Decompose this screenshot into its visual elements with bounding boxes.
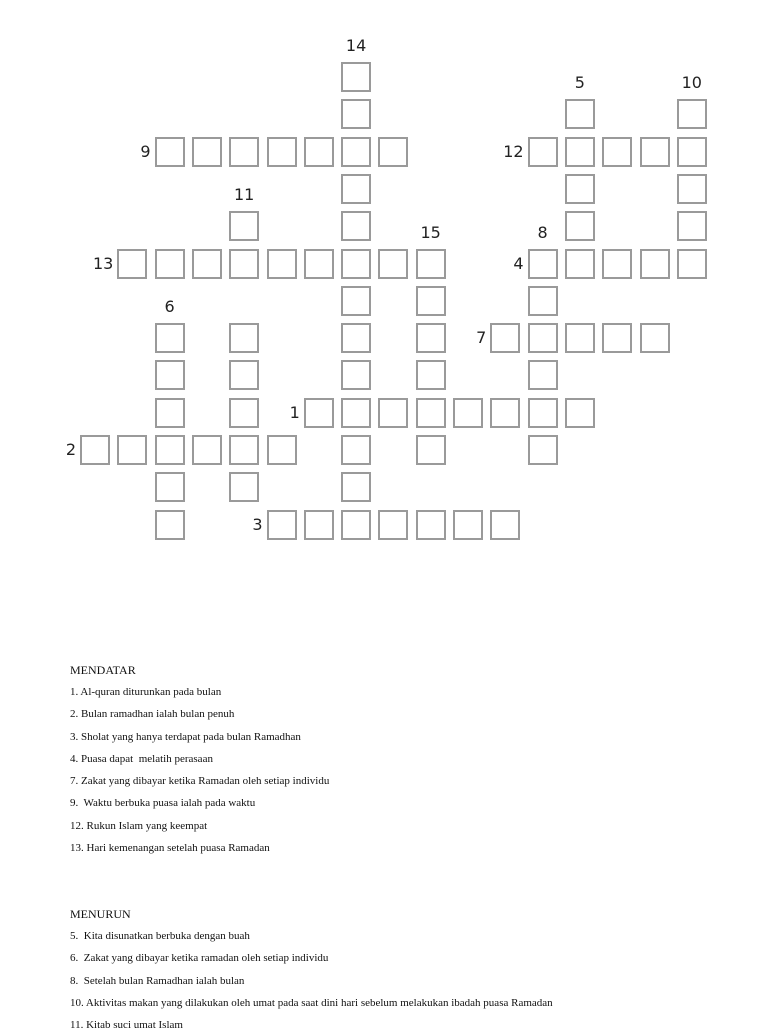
crossword-cell[interactable] — [304, 249, 334, 279]
crossword-cell[interactable] — [528, 360, 558, 390]
crossword-cell[interactable] — [155, 249, 185, 279]
crossword-cell[interactable] — [304, 398, 334, 428]
clue-line: 8. Setelah bulan Ramadhan ialah bulan — [70, 974, 245, 987]
crossword-cell[interactable] — [341, 211, 371, 241]
crossword-cell[interactable] — [341, 62, 371, 92]
crossword-cell[interactable] — [341, 323, 371, 353]
crossword-cell[interactable] — [565, 174, 595, 204]
crossword-cell[interactable] — [528, 323, 558, 353]
crossword-cell[interactable] — [528, 286, 558, 316]
crossword-cell[interactable] — [117, 249, 147, 279]
crossword-cell[interactable] — [677, 99, 707, 129]
crossword-cell[interactable] — [490, 398, 520, 428]
clue-line: 2. Bulan ramadhan ialah bulan penuh — [70, 708, 235, 721]
crossword-cell[interactable] — [229, 323, 259, 353]
mendatar-section — [70, 659, 710, 859]
crossword-cell[interactable] — [453, 510, 483, 540]
clue-number: 4 — [513, 253, 524, 273]
clue-line: 10. Aktivitas makan yang dilakukan oleh umat pada saat dini hari sebelum melakukan ibadah puasa Ramadan — [70, 996, 553, 1009]
mendatar-clue-list — [70, 681, 710, 859]
crossword-cell[interactable] — [267, 249, 297, 279]
crossword-cell[interactable] — [528, 435, 558, 465]
crossword-cell[interactable] — [192, 137, 222, 167]
crossword-cell[interactable] — [416, 398, 446, 428]
crossword-cell[interactable] — [378, 249, 408, 279]
mendatar-heading: MENDATAR — [70, 663, 136, 677]
crossword-cell[interactable] — [304, 137, 334, 167]
clue-line: 3. Sholat yang hanya terdapat pada bulan Ramadhan — [70, 730, 301, 743]
crossword-cell[interactable] — [602, 323, 632, 353]
clue-number: 15 — [420, 222, 441, 242]
crossword-cell[interactable] — [565, 99, 595, 129]
crossword-cell[interactable] — [341, 249, 371, 279]
crossword-cell[interactable] — [640, 137, 670, 167]
crossword-cell[interactable] — [155, 323, 185, 353]
menurun-heading: MENURUN — [70, 907, 131, 921]
crossword-cell[interactable] — [192, 249, 222, 279]
clue-number: 11 — [234, 185, 255, 205]
clue-number: 12 — [503, 141, 524, 161]
clue-number: 14 — [345, 36, 367, 55]
crossword-cell[interactable] — [640, 323, 670, 353]
clue-number: 1 — [289, 402, 300, 422]
crossword-cell[interactable] — [117, 435, 147, 465]
clue-line: 9. Waktu berbuka puasa ialah pada waktu — [70, 797, 256, 810]
crossword-cell[interactable] — [677, 174, 707, 204]
crossword-cell[interactable] — [155, 398, 185, 428]
crossword-cell[interactable] — [416, 510, 446, 540]
crossword-cell[interactable] — [192, 435, 222, 465]
crossword-cell[interactable] — [229, 211, 259, 241]
crossword-cell[interactable] — [341, 472, 371, 502]
clue-line: 13. Hari kemenangan setelah puasa Ramadan — [70, 842, 270, 855]
crossword-cell[interactable] — [341, 360, 371, 390]
crossword-cell[interactable] — [229, 472, 259, 502]
crossword-cell[interactable] — [229, 435, 259, 465]
clue-line: 6. Zakat yang dibayar ketika ramadan oleh setiap individu — [70, 952, 329, 965]
crossword-cell[interactable] — [267, 510, 297, 540]
clue-number: 6 — [164, 297, 175, 317]
crossword-cell[interactable] — [378, 398, 408, 428]
crossword-cell[interactable] — [528, 249, 558, 279]
crossword-cell[interactable] — [229, 360, 259, 390]
crossword-cell[interactable] — [416, 360, 446, 390]
crossword-cell[interactable] — [304, 510, 334, 540]
crossword-cell[interactable] — [490, 323, 520, 353]
crossword-cell[interactable] — [267, 137, 297, 167]
crossword-cell[interactable] — [416, 323, 446, 353]
crossword-cell[interactable] — [378, 510, 408, 540]
crossword-cell[interactable] — [602, 137, 632, 167]
crossword-cell[interactable] — [565, 211, 595, 241]
clue-number: 8 — [537, 222, 548, 242]
crossword-cell[interactable] — [565, 137, 595, 167]
crossword-cell[interactable] — [341, 99, 371, 129]
clue-number: 7 — [476, 328, 487, 348]
menurun-section — [70, 903, 710, 1036]
crossword-cell[interactable] — [341, 398, 371, 428]
clue-number: 9 — [140, 141, 151, 161]
clue-line: 4. Puasa dapat melatih perasaan — [70, 752, 213, 765]
crossword-cell[interactable] — [155, 360, 185, 390]
crossword-cell[interactable] — [155, 435, 185, 465]
crossword-cell[interactable] — [565, 323, 595, 353]
crossword-cell[interactable] — [229, 398, 259, 428]
crossword-cell[interactable] — [341, 510, 371, 540]
crossword-cell[interactable] — [155, 137, 185, 167]
crossword-cell[interactable] — [416, 249, 446, 279]
crossword-cell[interactable] — [677, 137, 707, 167]
clue-number: 5 — [574, 73, 585, 93]
crossword-cell[interactable] — [229, 249, 259, 279]
crossword-cell[interactable] — [378, 137, 408, 167]
crossword-cell[interactable] — [528, 398, 558, 428]
clue-line: 12. Rukun Islam yang keempat — [70, 819, 208, 832]
crossword-cell[interactable] — [341, 137, 371, 167]
crossword-cell[interactable] — [677, 249, 707, 279]
crossword-cell[interactable] — [155, 510, 185, 540]
crossword-cell[interactable] — [640, 249, 670, 279]
crossword-cell[interactable] — [453, 398, 483, 428]
crossword-cell[interactable] — [677, 211, 707, 241]
clue-number: 13 — [92, 253, 114, 273]
crossword-cell[interactable] — [416, 286, 446, 316]
clue-line: 7. Zakat yang dibayar ketika Ramadan oleh setiap individu — [70, 775, 330, 788]
clue-number: 10 — [681, 73, 702, 93]
crossword-cell[interactable] — [602, 249, 632, 279]
crossword-cell[interactable] — [341, 435, 371, 465]
crossword-cell[interactable] — [155, 472, 185, 502]
clue-number: 3 — [252, 514, 263, 534]
crossword-cell[interactable] — [565, 398, 595, 428]
crossword-cell[interactable] — [341, 286, 371, 316]
menurun-clue-list — [70, 925, 710, 1036]
crossword-cell[interactable] — [267, 435, 297, 465]
crossword-cell[interactable] — [490, 510, 520, 540]
clue-line: 11. Kitab suci umat Islam — [70, 1019, 183, 1032]
crossword-cell[interactable] — [341, 174, 371, 204]
crossword-cell[interactable] — [528, 137, 558, 167]
clue-line: 1. Al-quran diturunkan pada bulan — [70, 686, 222, 698]
crossword-cell[interactable] — [416, 435, 446, 465]
crossword-cell[interactable] — [565, 249, 595, 279]
clue-number: 2 — [65, 440, 76, 459]
clue-line: 5. Kita disunatkan berbuka dengan buah — [70, 930, 250, 942]
crossword-cell[interactable] — [229, 137, 259, 167]
crossword-cell[interactable] — [80, 435, 110, 465]
